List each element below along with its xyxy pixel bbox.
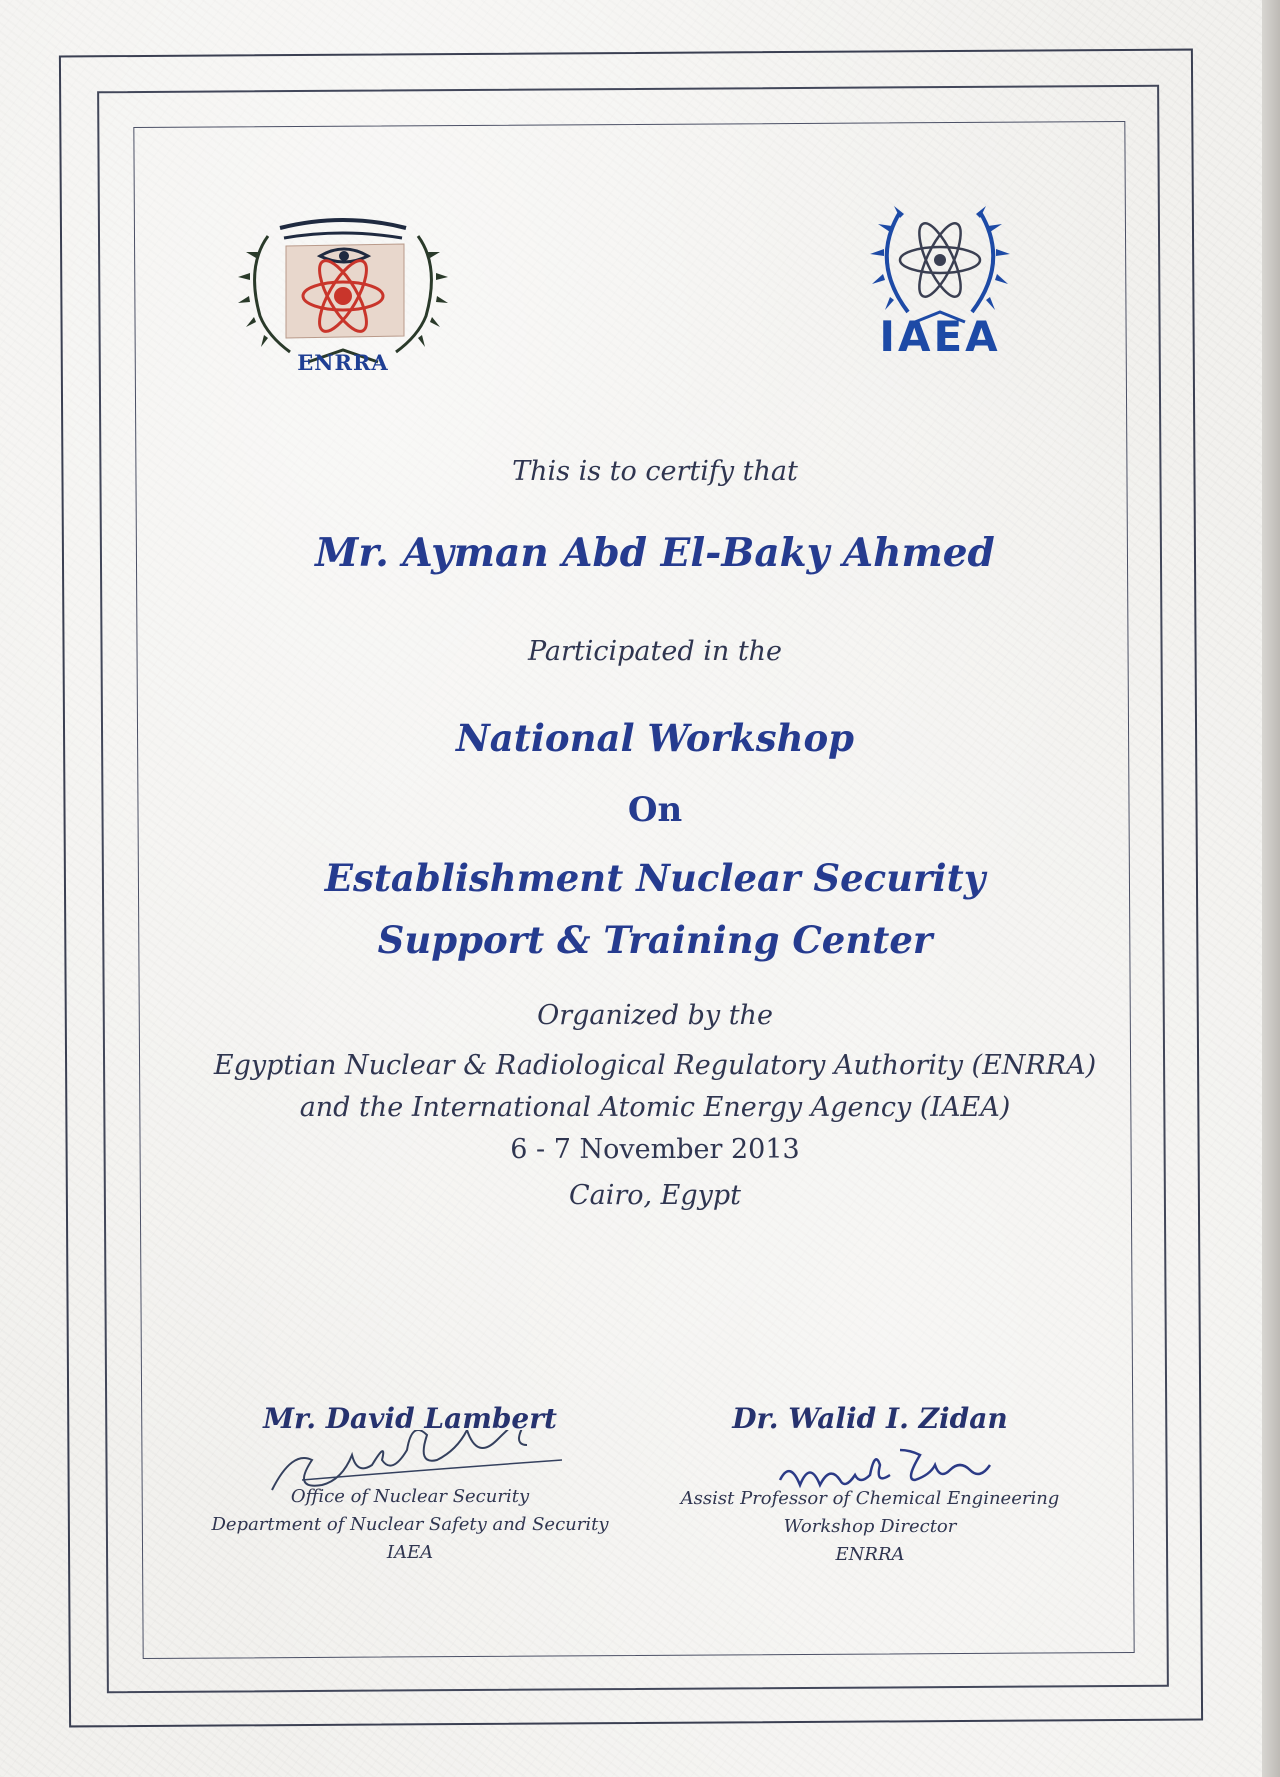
left-signatory-name: Mr. David Lambert (263, 1402, 557, 1435)
event-title-line-4: Support & Training Center (377, 918, 933, 962)
event-title-line-1: National Workshop (455, 716, 855, 760)
event-title-line-3: Establishment Nuclear Security (324, 856, 986, 900)
left-signatory-line-2: Department of Nuclear Safety and Security (211, 1514, 609, 1535)
left-signatory-line-1: Office of Nuclear Security (290, 1486, 530, 1507)
certify-line: This is to certify that (512, 456, 798, 487)
left-signatory-line-3: IAEA (386, 1542, 434, 1563)
right-signatory-line-3: ENRRA (835, 1544, 905, 1565)
event-location: Cairo, Egypt (568, 1180, 742, 1211)
organizer-line-1: Egyptian Nuclear & Radiological Regulatory Authority (ENRRA) (213, 1050, 1097, 1081)
enrra-logo-label: ENRRA (297, 350, 389, 375)
participated-line: Participated in the (527, 636, 783, 667)
event-date: 6 - 7 November 2013 (510, 1134, 800, 1165)
right-signatory-line-1: Assist Professor of Chemical Engineering (680, 1488, 1060, 1509)
right-signatory-name: Dr. Walid I. Zidan (732, 1402, 1008, 1435)
right-signatory-line-2: Workshop Director (783, 1516, 957, 1537)
event-title-line-2: On (627, 790, 683, 830)
iaea-logo-label: IAEA (879, 312, 1001, 361)
recipient-name: Mr. Ayman Abd El-Baky Ahmed (315, 530, 995, 576)
organized-line: Organized by the (537, 1000, 773, 1031)
organizer-line-2: and the International Atomic Energy Agency (IAEA) (299, 1092, 1011, 1123)
page-edge-shadow (1262, 0, 1280, 1777)
